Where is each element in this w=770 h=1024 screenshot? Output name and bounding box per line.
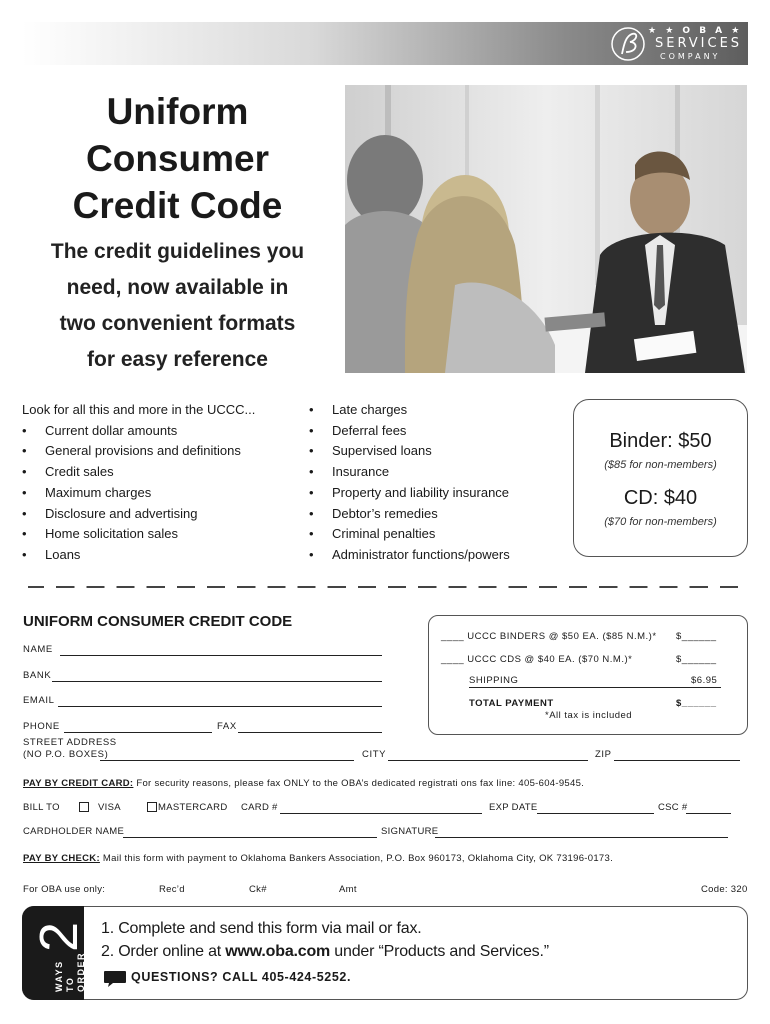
street-field[interactable]	[100, 760, 354, 761]
list-item: • Disclosure and advertising	[22, 504, 302, 525]
signature-label: SIGNATURE	[381, 826, 439, 837]
csc-label: CSC #	[658, 802, 688, 813]
list-item: • Maximum charges	[22, 483, 302, 504]
subtitle-line: for easy reference	[87, 348, 268, 371]
fax-field[interactable]	[238, 732, 382, 733]
office-amt: Amt	[339, 884, 357, 895]
email-field[interactable]	[58, 706, 382, 707]
name-field[interactable]	[60, 655, 382, 656]
credit-card-instructions	[23, 778, 584, 789]
cardholder-field[interactable]	[123, 837, 377, 838]
bank-field[interactable]	[52, 681, 382, 682]
oba-logo-icon	[610, 26, 646, 62]
card-number-label: CARD #	[241, 802, 278, 813]
credit-card-heading: PAY BY CREDIT CARD:	[23, 778, 134, 789]
credit-card-text: For security reasons, please fax ONLY to the OBA’s dedicated registrati ons fax line: 405-604-9545.	[136, 778, 585, 789]
shipping-amount: $6.95	[691, 675, 718, 686]
bank-label: BANK	[23, 670, 52, 681]
consultation-photo	[345, 85, 747, 373]
name-label: NAME	[23, 644, 53, 655]
city-label: CITY	[362, 749, 387, 760]
cd-member-note: ($70 for non-members)	[604, 516, 717, 528]
features-right-list	[309, 400, 569, 566]
list-item: • Credit sales	[22, 462, 302, 483]
features-left-list	[22, 400, 302, 566]
office-use-label: For OBA use only:	[23, 884, 106, 895]
email-label: EMAIL	[23, 695, 55, 706]
cd-price: CD: $40	[623, 487, 698, 509]
list-item: • Deferral fees	[309, 421, 569, 442]
signature-field[interactable]	[435, 837, 728, 838]
cds-amount[interactable]: $______	[676, 654, 717, 665]
list-item: • Current dollar amounts	[22, 421, 302, 442]
ways-word: TO	[65, 976, 75, 992]
list-item: • Supervised loans	[309, 441, 569, 462]
zip-label: ZIP	[595, 749, 612, 760]
price-box	[573, 399, 748, 557]
street-label: STREET ADDRESS	[23, 737, 117, 748]
cut-line-divider	[28, 586, 744, 588]
city-field[interactable]	[388, 760, 588, 761]
step2-prefix: 2. Order online at	[101, 943, 226, 960]
subtitle-line: two convenient formats	[59, 312, 296, 335]
total-amount[interactable]: $______	[676, 698, 717, 709]
bill-to-label: BILL TO	[23, 802, 60, 813]
binder-price: Binder: $50	[609, 430, 712, 452]
ways-word: ORDER	[76, 951, 86, 992]
visa-label: VISA	[98, 802, 121, 813]
page-subtitle	[30, 234, 325, 378]
csc-field[interactable]	[686, 813, 731, 814]
order-step-2	[101, 943, 549, 961]
ways-word: WAYS	[54, 960, 64, 992]
list-item: • Property and liability insurance	[309, 483, 569, 504]
list-item: • Insurance	[309, 462, 569, 483]
logo-company: COMPANY	[660, 52, 721, 61]
product-code: Code: 320	[701, 884, 748, 895]
list-item: • Late charges	[309, 400, 569, 421]
office-recd: Rec’d	[159, 884, 185, 895]
list-item: • Administrator functions/powers	[309, 545, 569, 566]
shipping-label: SHIPPING	[469, 675, 519, 686]
cds-line[interactable]: ____ UCCC CDS @ $40 EA. ($70 N.M.)*	[441, 654, 633, 665]
list-item: • Criminal penalties	[309, 524, 569, 545]
ways-to-order-tab	[22, 906, 89, 1000]
ways-number: 2	[29, 921, 89, 952]
order-summary-box	[428, 615, 748, 735]
mastercard-label: MASTERCARD	[158, 802, 228, 813]
list-item: • General provisions and definitions	[22, 441, 302, 462]
logo-stars: ★ ★ O B A ★ ★	[648, 26, 760, 36]
binders-line[interactable]: ____ UCCC BINDERS @ $50 EA. ($85 N.M.)*	[441, 631, 657, 642]
logo-services: SERVICES	[655, 36, 743, 51]
features-intro: Look for all this and more in the UCCC...	[22, 402, 256, 417]
step2-suffix: under “Products and Services.”	[330, 943, 549, 960]
page-title	[40, 88, 315, 229]
street-note: (NO P.O. BOXES)	[23, 749, 109, 760]
oba-website-link[interactable]: www.oba.com	[225, 943, 331, 960]
list-item: • Home solicitation sales	[22, 524, 302, 545]
zip-field[interactable]	[614, 760, 740, 761]
check-instructions	[23, 853, 613, 864]
office-ck: Ck#	[249, 884, 267, 895]
shipping-rule	[469, 687, 721, 688]
exp-date-label: EXP DATE	[489, 802, 538, 813]
subtitle-line: need, now available in	[66, 276, 289, 299]
fax-label: FAX	[217, 721, 237, 732]
binders-amount[interactable]: $______	[676, 631, 717, 642]
title-line: Uniform	[106, 91, 249, 132]
title-line: Credit Code	[72, 185, 283, 226]
list-item: • Loans	[22, 545, 302, 566]
questions-phone: QUESTIONS? CALL 405-424-5252.	[131, 970, 352, 984]
order-step-1: 1. Complete and send this form via mail or fax.	[101, 920, 422, 937]
visa-checkbox[interactable]	[79, 802, 89, 812]
total-label: TOTAL PAYMENT	[469, 698, 554, 709]
phone-label: PHONE	[23, 721, 60, 732]
binder-member-note: ($85 for non-members)	[604, 459, 717, 471]
check-heading: PAY BY CHECK:	[23, 853, 100, 864]
speech-bubble-icon	[103, 970, 127, 988]
ways-words	[54, 952, 87, 992]
phone-field[interactable]	[64, 732, 212, 733]
tax-note: *All tax is included	[545, 710, 633, 721]
subtitle-line: The credit guidelines you	[50, 240, 305, 263]
list-item: • Debtor’s remedies	[309, 504, 569, 525]
card-number-field[interactable]	[280, 813, 482, 814]
check-text: Mail this form with payment to Oklahoma Bankers Association, P.O. Box 960173, Oklahoma City, OK 73196-0173.	[102, 853, 614, 864]
title-line: Consumer	[86, 138, 269, 179]
exp-date-field[interactable]	[537, 813, 654, 814]
form-title: UNIFORM CONSUMER CREDIT CODE	[23, 613, 293, 630]
mastercard-checkbox[interactable]	[147, 802, 157, 812]
cardholder-label: CARDHOLDER NAME	[23, 826, 125, 837]
